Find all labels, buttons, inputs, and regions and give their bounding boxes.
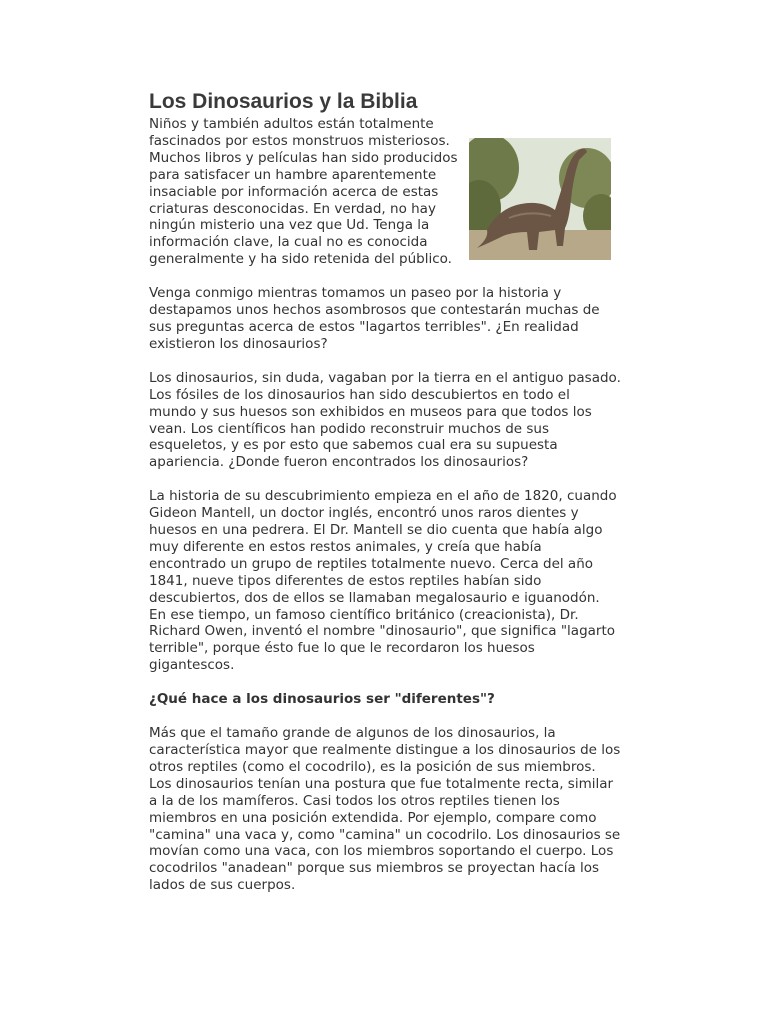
spacer: [149, 708, 621, 725]
document-title: Los Dinosaurios y la Biblia: [149, 90, 418, 113]
paragraph-3: Los dinosaurios, sin duda, vagaban por la tierra en el antiguo pasado. Los fósiles de los dinosaurios han sido descubiertos en todo el mundo y sus huesos son exhibidos en museos para que todos los vean. Los científicos han podido reconstruir muchos de sus esqueletos, y es por esto que sabemos cual era su supuesta apariencia. ¿Donde fueron encontrados los dinosaurios?: [149, 369, 621, 471]
paragraph-4: La historia de su descubrimiento empieza en el año de 1820, cuando Gideon Mantell, un doctor inglés, encontró unos raros dientes y huesos en una pedrera. El Dr. Mantell se dio cuenta que había algo muy diferente en estos restos animales, y creía que había encontrado un grupo de reptiles totalmente nuevo. Cerca del año 1841, nueve tipos diferentes de estos reptiles habían sido descubiertos, dos de ellos se llamaban megalosaurio e iguanodón. En ese tiempo, un famoso científico británico (creacionista), Dr. Richard Owen, inventó el nombre "dinosaurio", que significa "lagarto terrible", porque ésto fue lo que le recordaron los huesos gigantescos.: [149, 488, 617, 674]
document-page: [149, 88, 621, 894]
dinosaur-photo: [469, 138, 611, 260]
spacer: [149, 353, 621, 370]
spacer: [149, 268, 621, 285]
spacer: [149, 674, 621, 691]
intro-paragraph: Niños y también adultos están totalmente fascinados por estos monstruos misteriosos. Muchos libros y películas han sido producidos para satisfacer un hambre aparentemente insaciable por información acerca de estas criaturas desconocidas. En verdad, no hay ningún misterio una vez que Ud. Tenga la información clave, la cual no es conocida generalmente y ha sido retenida del público.: [149, 116, 458, 268]
dinosaur-photo-image: [469, 138, 611, 260]
paragraph-5: Más que el tamaño grande de algunos de los dinosaurios, la característica mayor que realmente distingue a los dinosaurios de los otros reptiles (como el cocodrilo), es la posición de sus miembros. Los dinosaurios tenían una postura que fue totalmente recta, similar a la de los mamíferos. Casi todos los otros reptiles tienen los miembros en una posición extendida. Por ejemplo, compare como "camina" una vaca y, como "camina" un cocodrilo. Los dinosaurios se movían como una vaca, con los miembros soportando el cuerpo. Los cocodrilos "anadean" porque sus miembros se proyectan hacía los lados de sus cuerpos.: [149, 725, 621, 894]
spacer: [149, 471, 621, 488]
paragraph-2: Venga conmigo mientras tomamos un paseo por la historia y destapamos unos hechos asombrosos que contestarán muchas de sus preguntas acerca de estos "lagartos terribles". ¿En realidad existieron los dinosaurios?: [149, 285, 600, 352]
section-subheading: ¿Qué hace a los dinosaurios ser "diferentes"?: [149, 691, 495, 708]
